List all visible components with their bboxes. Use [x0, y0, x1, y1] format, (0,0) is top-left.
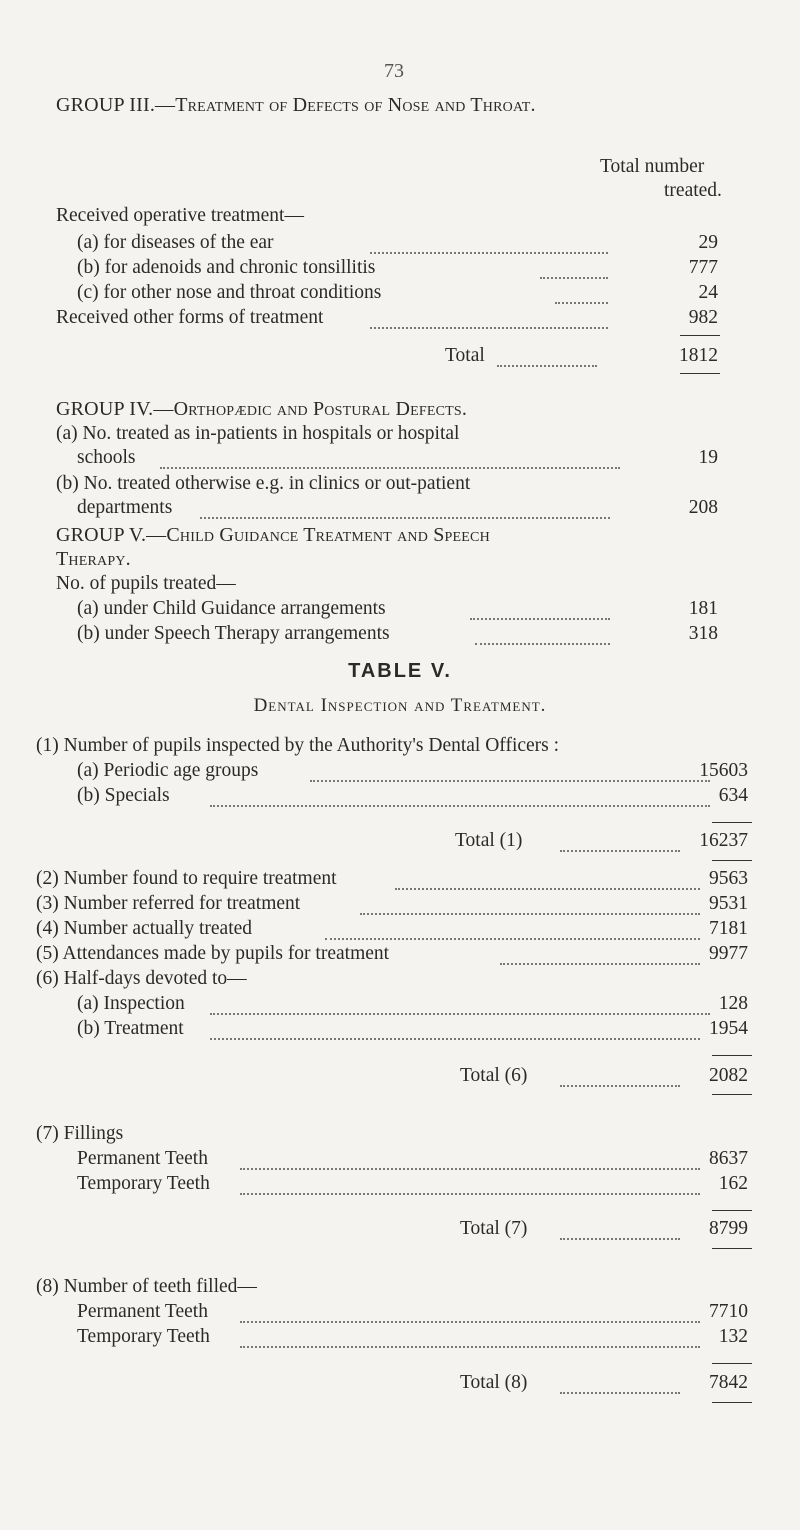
group5-heading-line2: Therapy.	[56, 548, 131, 570]
item6-label: (6) Half-days devoted to—	[36, 968, 247, 989]
table-title: TABLE V.	[348, 660, 452, 682]
item-label: (5) Attendances made by pupils for treatment	[36, 943, 390, 964]
group3-total-label: Total	[445, 345, 485, 366]
item-value: 9977	[709, 943, 748, 964]
group4-b-line1: (b) No. treated otherwise e.g. in clinics or out-patient	[56, 473, 471, 494]
sum-rule	[712, 1210, 752, 1211]
total-rule	[680, 373, 720, 374]
item6-row-label: (a) Inspection	[77, 993, 185, 1014]
total8-value: 7842	[709, 1372, 748, 1393]
item8-row-label: Temporary Teeth	[77, 1326, 210, 1347]
group3-row-label: (c) for other nose and throat conditions	[77, 282, 382, 303]
dot-leader	[240, 1321, 700, 1323]
item7-row-value: 8637	[709, 1148, 748, 1169]
dot-leader	[497, 365, 597, 367]
total8-label: Total (8)	[460, 1372, 528, 1393]
group4-heading: GROUP IV.—Orthopædic and Postural Defects.	[56, 398, 468, 420]
group5-row-value: 318	[688, 623, 718, 644]
total1-value: 16237	[699, 830, 748, 851]
dot-leader	[240, 1346, 700, 1348]
dot-leader	[370, 327, 608, 329]
item1-row-value: 634	[718, 785, 748, 806]
dot-leader	[555, 302, 608, 304]
item-value: 9531	[709, 893, 748, 914]
group5-intro: No. of pupils treated—	[56, 573, 236, 594]
total-rule	[712, 1094, 752, 1095]
total6-value: 2082	[709, 1065, 748, 1086]
group3-row-value: 777	[688, 257, 718, 278]
sum-rule	[712, 1363, 752, 1364]
dot-leader	[310, 780, 710, 782]
group4-a-line1: (a) No. treated as in-patients in hospitals or hospital	[56, 423, 460, 444]
group3-row-label: (b) for adenoids and chronic tonsillitis	[77, 257, 376, 278]
group4-a-line2: schools	[77, 447, 136, 468]
dot-leader	[325, 938, 700, 940]
dot-leader	[540, 277, 608, 279]
dot-leader	[360, 913, 700, 915]
group5-row-value: 181	[688, 598, 718, 619]
item1-label: (1) Number of pupils inspected by the Authority's Dental Officers :	[36, 735, 560, 756]
dot-leader	[160, 467, 620, 469]
item-value: 7181	[709, 918, 748, 939]
dot-leader	[210, 1013, 710, 1015]
total-rule	[712, 1402, 752, 1403]
total-rule	[712, 1248, 752, 1249]
total-rule	[712, 860, 752, 861]
group3-row-value: 982	[688, 307, 718, 328]
item8-row-value: 7710	[709, 1301, 748, 1322]
sum-rule	[712, 1055, 752, 1056]
column-header-line2: treated.	[664, 180, 722, 201]
group3-row-label: Received other forms of treatment	[56, 307, 324, 328]
dot-leader	[200, 517, 610, 519]
page-number: 73	[384, 60, 404, 82]
table-subtitle: Dental Inspection and Treatment.	[253, 695, 547, 716]
sum-rule	[680, 335, 720, 336]
item7-label: (7) Fillings	[36, 1123, 124, 1144]
group4-b-value: 208	[688, 497, 718, 518]
dot-leader	[240, 1168, 700, 1170]
item6-row-value: 1954	[709, 1018, 748, 1039]
sum-rule	[712, 822, 752, 823]
item1-row-label: (b) Specials	[77, 785, 170, 806]
item8-row-value: 132	[718, 1326, 748, 1347]
dot-leader	[370, 252, 608, 254]
item1-row-value: 15603	[699, 760, 748, 781]
item-label: (3) Number referred for treatment	[36, 893, 301, 914]
dot-leader	[240, 1193, 700, 1195]
dot-leader	[475, 643, 610, 645]
group3-intro: Received operative treatment—	[56, 205, 304, 226]
item6-row-value: 128	[718, 993, 748, 1014]
item8-label: (8) Number of teeth filled—	[36, 1276, 257, 1297]
item6-row-label: (b) Treatment	[77, 1018, 184, 1039]
total6-label: Total (6)	[460, 1065, 528, 1086]
group4-a-value: 19	[698, 447, 718, 468]
item-label: (4) Number actually treated	[36, 918, 253, 939]
item7-row-label: Permanent Teeth	[77, 1148, 208, 1169]
dot-leader	[470, 618, 610, 620]
group5-heading-line1: GROUP V.—Child Guidance Treatment and Speech	[56, 524, 490, 546]
total7-value: 8799	[709, 1218, 748, 1239]
item1-row-label: (a) Periodic age groups	[77, 760, 259, 781]
item7-row-value: 162	[718, 1173, 748, 1194]
dot-leader	[210, 1038, 700, 1040]
dot-leader	[210, 805, 710, 807]
dot-leader	[395, 888, 700, 890]
group4-b-line2: departments	[77, 497, 173, 518]
item-label: (2) Number found to require treatment	[36, 868, 337, 889]
item7-row-label: Temporary Teeth	[77, 1173, 210, 1194]
group3-row-value: 24	[698, 282, 718, 303]
item8-row-label: Permanent Teeth	[77, 1301, 208, 1322]
column-header-line1: Total number	[600, 156, 705, 177]
group3-row-label: (a) for diseases of the ear	[77, 232, 274, 253]
group5-row-label: (b) under Speech Therapy arrangements	[77, 623, 390, 644]
total7-label: Total (7)	[460, 1218, 528, 1239]
group5-row-label: (a) under Child Guidance arrangements	[77, 598, 386, 619]
group3-row-value: 29	[698, 232, 718, 253]
group3-total-value: 1812	[679, 345, 718, 366]
group3-heading: GROUP III.—Treatment of Defects of Nose and Throat.	[56, 94, 536, 116]
total1-label: Total (1)	[455, 830, 523, 851]
item-value: 9563	[709, 868, 748, 889]
